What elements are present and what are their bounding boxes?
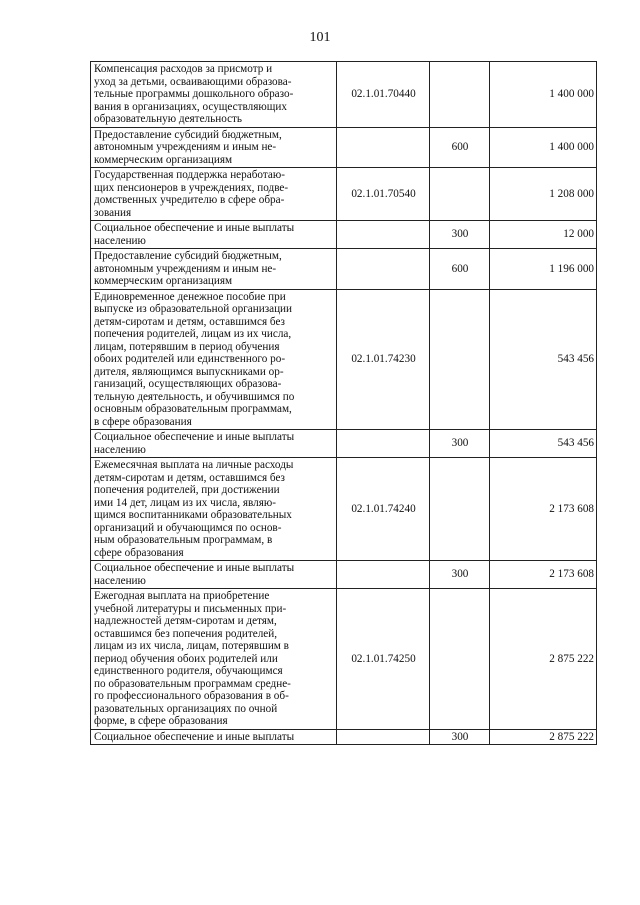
- row-expense-type: [430, 289, 490, 430]
- row-amount: 1 400 000: [490, 127, 597, 168]
- row-name: Социальное обеспечение и иные выплаты населению: [91, 221, 337, 249]
- budget-table: [90, 61, 597, 745]
- table-row: [91, 430, 597, 458]
- row-name: Социальное обеспечение и иные выплаты: [91, 729, 337, 745]
- row-name: Компенсация расходов за присмотр и уход за детьми, осваивающими образова- тельные программы дошкольного образо- вания в организациях, осуществляющих образовательную деятельность: [91, 62, 337, 128]
- row-expense-type: [430, 168, 490, 221]
- row-name: Социальное обеспечение и иные выплаты населению: [91, 561, 337, 589]
- row-code: 02.1.01.70540: [337, 168, 430, 221]
- row-code: [337, 127, 430, 168]
- row-code: [337, 430, 430, 458]
- row-expense-type: 300: [430, 561, 490, 589]
- row-name: Предоставление субсидий бюджетным, автономным учреждениям и иным не- коммерческим организациям: [91, 249, 337, 290]
- table-row: [91, 249, 597, 290]
- row-code: 02.1.01.74250: [337, 589, 430, 730]
- table-row: [91, 561, 597, 589]
- row-amount: 543 456: [490, 289, 597, 430]
- row-code: 02.1.01.74240: [337, 458, 430, 561]
- row-amount: 12 000: [490, 221, 597, 249]
- table-row: [91, 127, 597, 168]
- table-row: [91, 589, 597, 730]
- row-expense-type: 600: [430, 127, 490, 168]
- row-code: [337, 729, 430, 745]
- row-expense-type: [430, 589, 490, 730]
- page-number: 101: [309, 30, 331, 45]
- table-row: [91, 458, 597, 561]
- row-expense-type: [430, 458, 490, 561]
- row-amount: 2 875 222: [490, 729, 597, 745]
- row-amount: 543 456: [490, 430, 597, 458]
- table-row: [91, 168, 597, 221]
- row-name: Предоставление субсидий бюджетным, автономным учреждениям и иным не- коммерческим организациям: [91, 127, 337, 168]
- row-code: 02.1.01.70440: [337, 62, 430, 128]
- row-expense-type: 300: [430, 729, 490, 745]
- row-amount: 1 208 000: [490, 168, 597, 221]
- row-expense-type: 600: [430, 249, 490, 290]
- row-amount: 1 196 000: [490, 249, 597, 290]
- row-name: Ежегодная выплата на приобретение учебной литературы и письменных при- надлежностей детям-сиротам и детям, оставшимся без попечения родителей, лицам из их числа, лицам, потерявшим в период обучения обоих родителей или единственного родителя, обучающимся по образовательным программам средне- го профессионального образования в об- разовательных организациях по очной форме, в сфере образования: [91, 589, 337, 730]
- row-expense-type: 300: [430, 430, 490, 458]
- row-name: Государственная поддержка неработаю- щих пенсионеров в учреждениях, подве- домственных учредителю в сфере обра- зования: [91, 168, 337, 221]
- table-row: [91, 729, 597, 745]
- row-amount: 2 173 608: [490, 561, 597, 589]
- row-expense-type: [430, 62, 490, 128]
- row-amount: 2 875 222: [490, 589, 597, 730]
- row-amount: 1 400 000: [490, 62, 597, 128]
- row-code: [337, 561, 430, 589]
- row-code: [337, 249, 430, 290]
- table-row: [91, 62, 597, 128]
- row-name: Ежемесячная выплата на личные расходы детям-сиротам и детям, оставшимся без попечения родителей, при достижении ими 14 дет, лицам из их числа, являю- щимся воспитанниками образовательных организаций и обучающимся по основ- ным образовательным программам, в сфере образования: [91, 458, 337, 561]
- row-name: Единовременное денежное пособие при выпуске из образовательной организации детям-сиротам и детям, оставшимся без попечения родителей, лицам из их числа, лицам, потерявшим в период обучения обоих родителей или единственного ро- дителя, являющимся выпускниками ор- ганизаций, осуществляющих образова- тельную деятельность, и обучившимся по основным образовательным программам, в сфере образования: [91, 289, 337, 430]
- row-expense-type: 300: [430, 221, 490, 249]
- row-amount: 2 173 608: [490, 458, 597, 561]
- row-code: 02.1.01.74230: [337, 289, 430, 430]
- row-name: Социальное обеспечение и иные выплаты населению: [91, 430, 337, 458]
- table-row: [91, 289, 597, 430]
- table-row: [91, 221, 597, 249]
- row-code: [337, 221, 430, 249]
